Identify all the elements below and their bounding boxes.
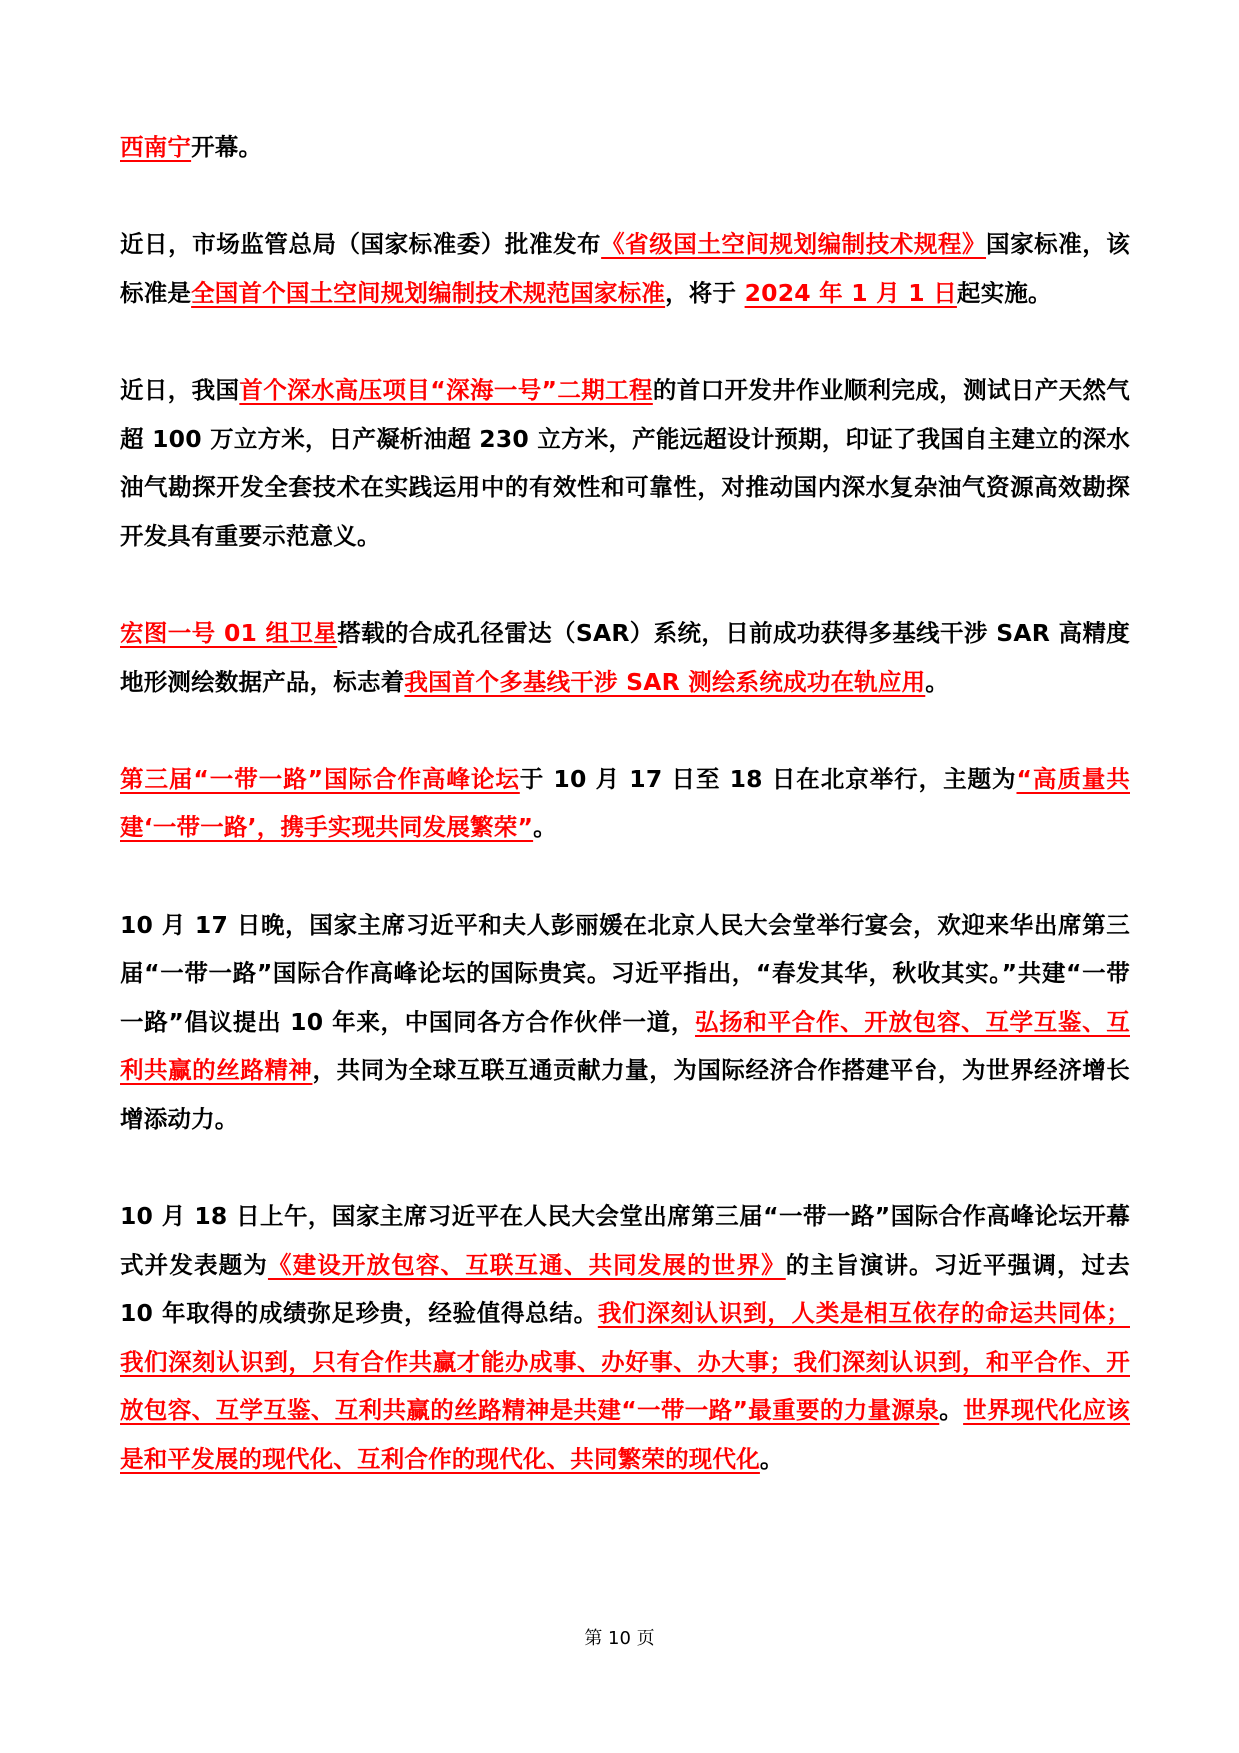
paragraph-banquet <box>120 901 1130 1144</box>
highlight-text: 弘扬和平合作、开放包容、互学互鉴、互利共赢的丝路精神 <box>120 1007 1130 1085</box>
highlight-text: 全国首个国土空间规划编制技术规范国家标准 <box>191 278 666 307</box>
highlight-text: 我国首个多基线干涉 SAR 测绘系统成功在轨应用 <box>404 667 926 696</box>
page-number: 第 10 页 <box>584 1628 655 1649</box>
body-text: 开幕。 <box>191 133 263 161</box>
highlight-speech-title: 《建设开放包容、互联互通、共同发展的世界》 <box>267 1250 786 1279</box>
paragraph-nanning-opening <box>120 123 1130 172</box>
paragraph-hongtu-satellite <box>120 609 1130 706</box>
body-text: 起实施。 <box>956 278 1052 307</box>
body-text: 10 月 17 日晚，国家主席习近平和夫人彭丽媛在北京人民大会堂举行宴会，欢迎来华出席第三届“一带一路”国际合作高峰论坛的国际贵宾。习近平指出，“春发其华，秋收其实。”共建“一带一路”倡议提出 10 年来，中国同各方合作伙伴一道， <box>120 910 1130 1036</box>
document-body <box>120 123 1130 1532</box>
highlight-date: 2024 年 1 月 1 日 <box>744 278 957 307</box>
highlight-theme: “高质量共建‘一带一路’，携手实现共同发展繁荣” <box>120 764 1130 842</box>
paragraph-keynote-speech <box>120 1192 1130 1484</box>
body-text: 近日，市场监管总局（国家标准委）批准发布 <box>120 230 602 259</box>
paragraph-belt-road-forum <box>120 755 1130 852</box>
highlight-text: 西南宁 <box>120 133 192 161</box>
body-text: 。 <box>939 1396 964 1425</box>
body-text: ，共同为全球互联互通贡献力量，为国际经济合作搭建平台，为世界经济增长增添动力。 <box>120 1056 1130 1133</box>
highlight-text: 《省级国土空间规划编制技术规程》 <box>601 230 987 259</box>
highlight-text: 第三届“一带一路”国际合作高峰论坛 <box>120 764 520 793</box>
body-text: 的主旨演讲。习近平强调，过去 10 年取得的成绩弥足珍贵，经验值得总结。 <box>120 1250 1131 1328</box>
body-text: 搭载的合成孔径雷达（SAR）系统，日前成功获得多基线干涉 SAR 高精度地形测绘数据产品，标志着 <box>120 618 1131 696</box>
highlight-text: 世界现代化应该是和平发展的现代化、互利合作的现代化、共同繁荣的现代化 <box>120 1396 1131 1474</box>
body-text: 的首口开发井作业顺利完成，测试日产天然气超 100 万立方米，日产凝析油超 230 立方米，产能远超设计预期，印证了我国自主建立的深水油气勘探开发全套技术在实践运用中的有效性和可靠性，对推动国内深水复杂油气资源高效勘探开发具有重要示范意义。 <box>120 375 1131 550</box>
body-text: 。 <box>533 813 557 842</box>
highlight-text: 我们深刻认识到，人类是相互依存的命运共同体；我们深刻认识到，只有合作共赢才能办成事、办好事、办大事；我们深刻认识到，和平合作、开放包容、互学互鉴、互利共赢的丝路精神是共建“一带一路”最重要的力量源泉 <box>120 1299 1130 1425</box>
body-text: 于 10 月 17 日至 18 日在北京举行，主题为 <box>519 764 1017 793</box>
highlight-text: 宏图一号 01 组卫星 <box>120 618 338 647</box>
body-text: 10 月 18 日上午，国家主席习近平在人民大会堂出席第三届“一带一路”国际合作高峰论坛开幕式并发表题为 <box>120 1202 1130 1279</box>
body-text: 。 <box>925 667 949 696</box>
body-text: 国家标准，该标准是 <box>120 230 1131 307</box>
body-text: ，将于 <box>665 278 745 307</box>
body-text: 。 <box>759 1445 784 1474</box>
highlight-text: 首个深水高压项目“深海一号”二期工程 <box>239 375 653 404</box>
body-text: 近日，我国 <box>120 375 240 404</box>
paragraph-spatial-planning-standard <box>120 220 1130 317</box>
paragraph-deep-sea-one <box>120 366 1130 560</box>
